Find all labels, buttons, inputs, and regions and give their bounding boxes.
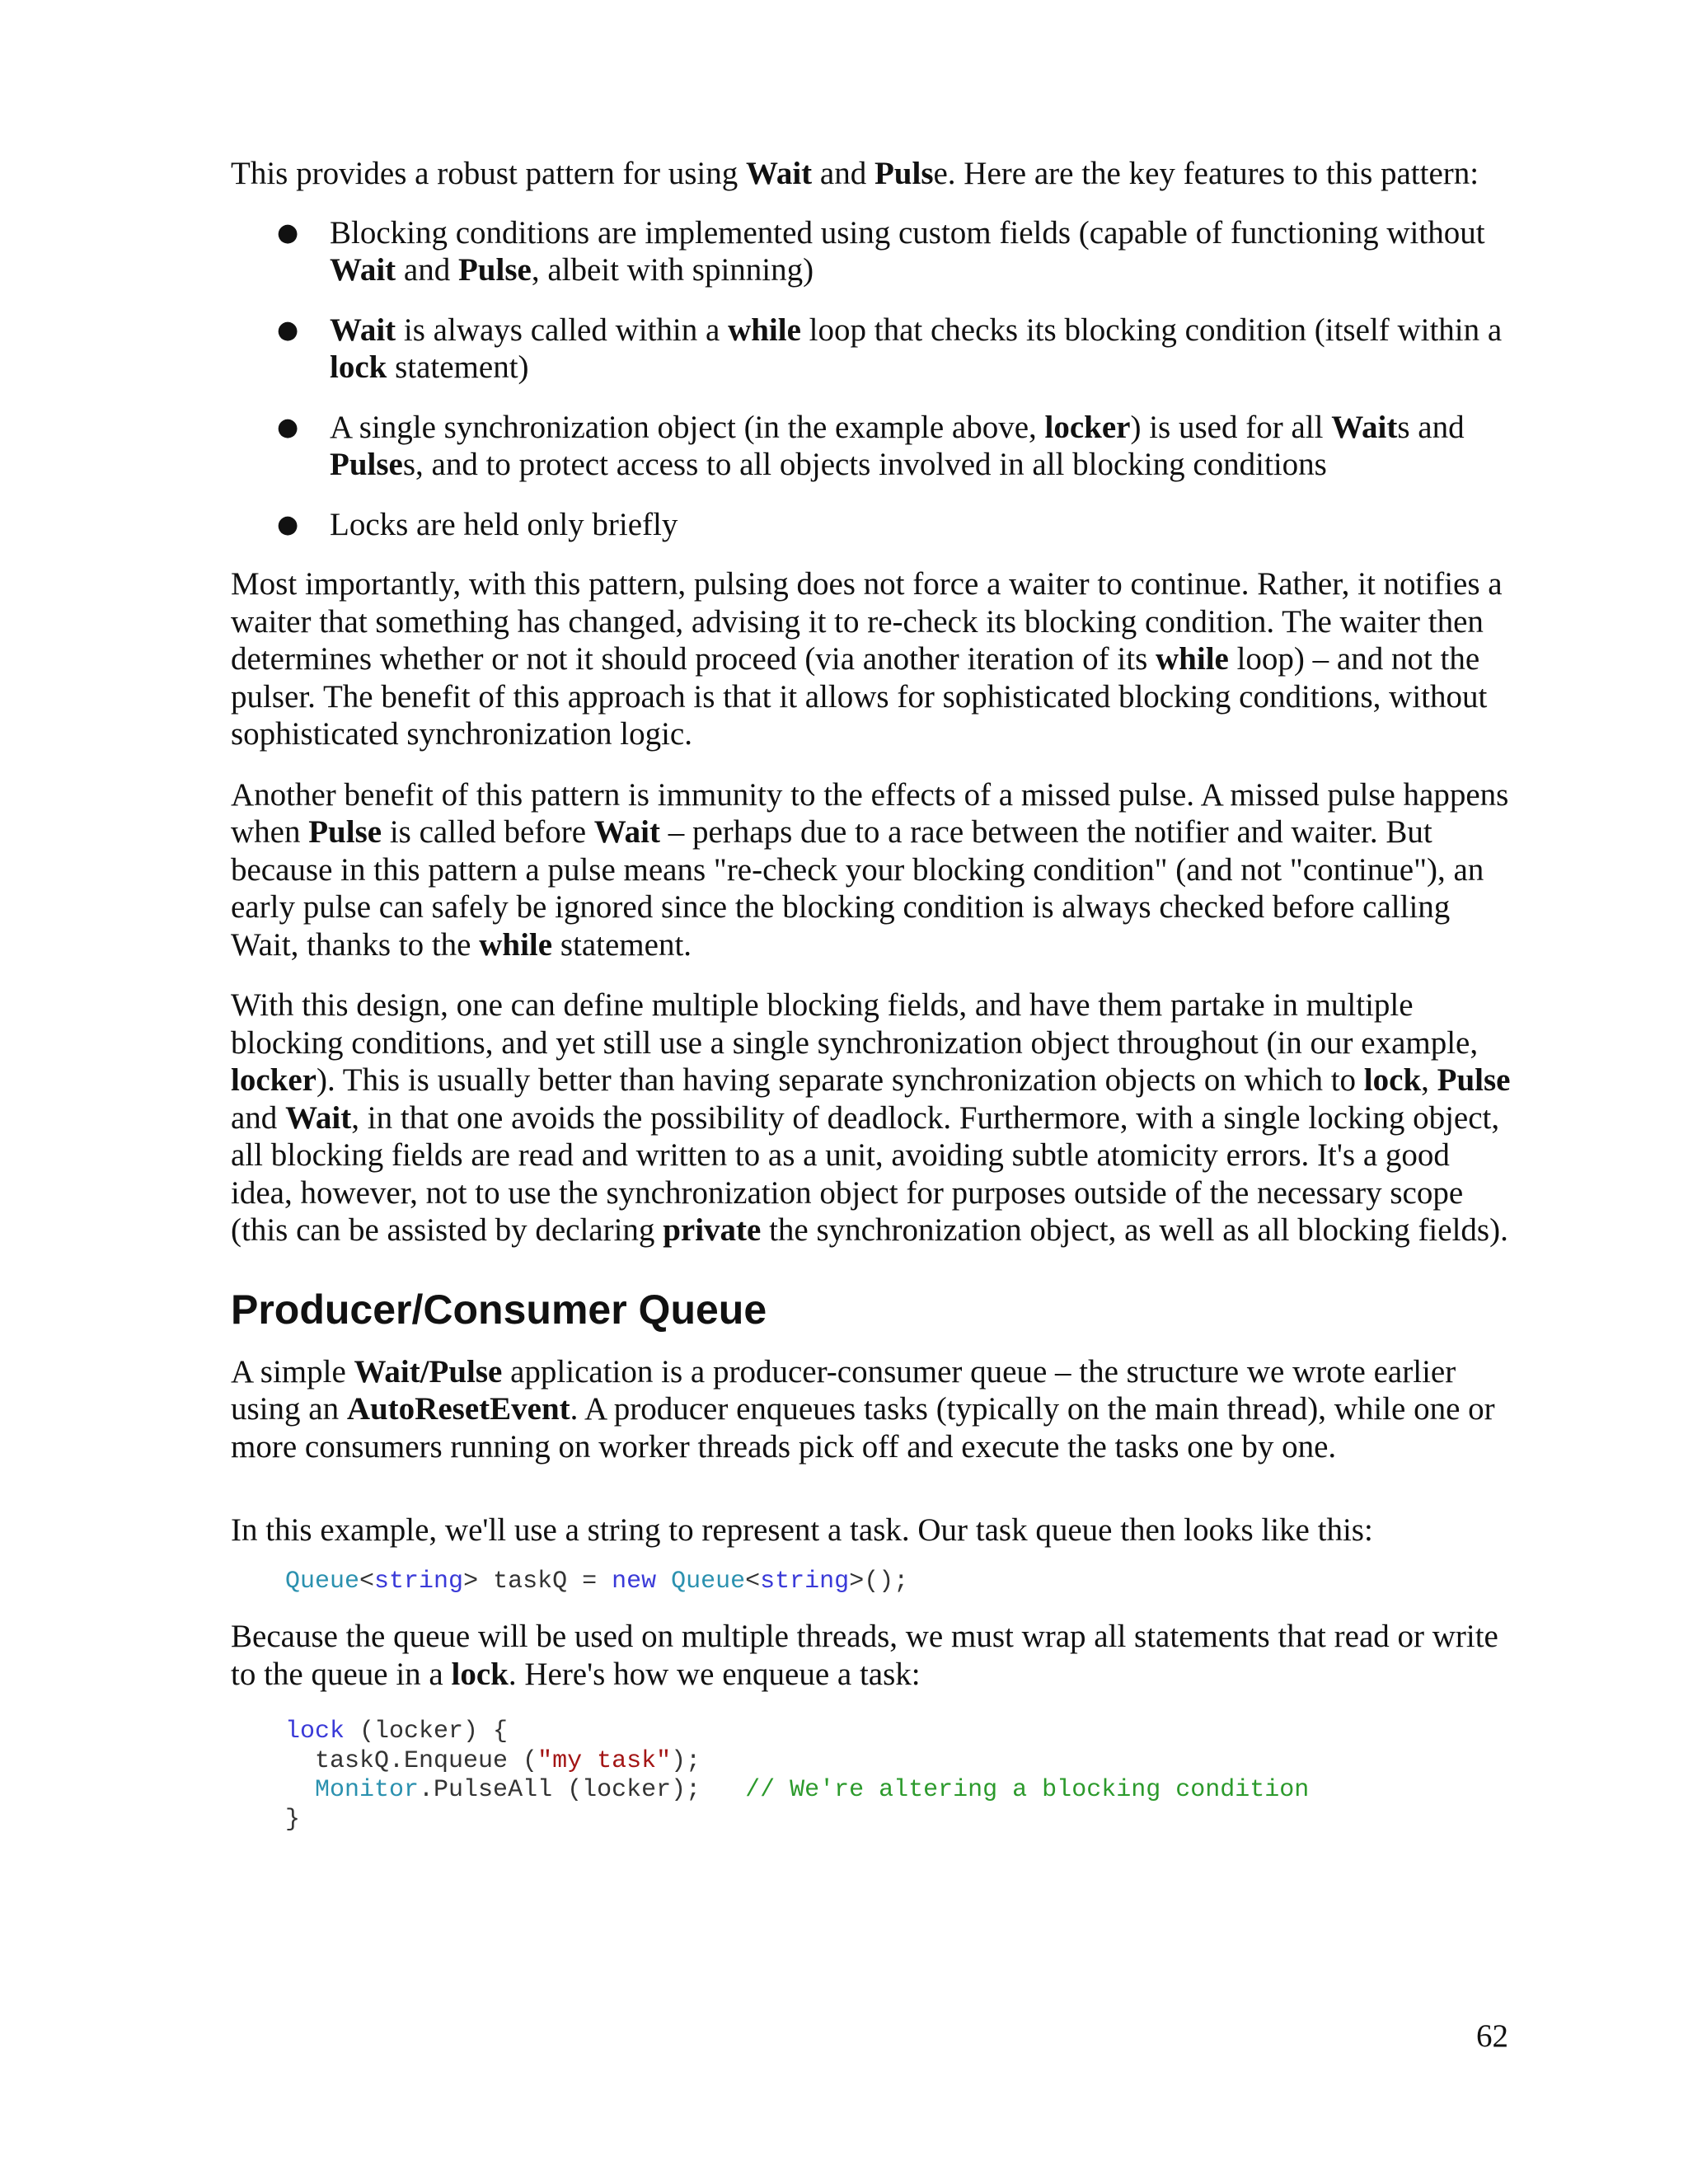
para-bold: private bbox=[663, 1212, 762, 1248]
list-text: and bbox=[396, 252, 458, 288]
intro-text: e. Here are the key features to this pattern: bbox=[933, 156, 1479, 191]
para-bold: while bbox=[1156, 641, 1229, 677]
para-text: statement. bbox=[552, 926, 692, 963]
para-bold: Pulse bbox=[429, 1353, 503, 1390]
code-block-enqueue bbox=[285, 1718, 1517, 1835]
list-text: s, and to protect access to all objects involved in all blocking conditions bbox=[402, 447, 1327, 482]
list-bold: locker bbox=[1044, 409, 1131, 445]
para-text: and bbox=[231, 1099, 286, 1136]
intro-wait: Wait bbox=[745, 156, 813, 191]
para-bold: Wait bbox=[285, 1099, 352, 1136]
code-string: "my task" bbox=[537, 1746, 672, 1775]
para-text: Because the queue will be used on multiple threads, we must wrap all statements that read or write to the queue in a bbox=[231, 1619, 1498, 1692]
code-type: Monitor bbox=[315, 1776, 420, 1804]
code-block-queue bbox=[285, 1568, 1517, 1597]
code-text: taskQ.Enqueue ( bbox=[285, 1746, 538, 1775]
intro-paragraph bbox=[231, 155, 1517, 193]
para-text: ). This is usually better than having separate synchronization objects on which to bbox=[316, 1062, 1364, 1098]
para-bold: locker bbox=[231, 1062, 316, 1098]
paragraph-design bbox=[231, 987, 1517, 1249]
code-text: (locker) { bbox=[345, 1718, 509, 1746]
code-text bbox=[656, 1568, 671, 1596]
para-text: is called before bbox=[382, 814, 594, 850]
para-bold: / bbox=[420, 1353, 429, 1390]
code-punct: < bbox=[359, 1567, 375, 1596]
list-item bbox=[231, 312, 1517, 387]
code-keyword: string bbox=[760, 1567, 850, 1596]
key-features-list bbox=[231, 214, 1517, 544]
intro-pulse: Puls bbox=[874, 156, 934, 191]
para-text: the synchronization object, as well as all blocking fields). bbox=[761, 1212, 1508, 1248]
document-page bbox=[231, 155, 1517, 1835]
para-bold: Pulse bbox=[308, 814, 382, 850]
list-item bbox=[231, 409, 1517, 484]
bullet-icon: ● bbox=[277, 218, 299, 247]
code-text: taskQ = bbox=[478, 1567, 612, 1596]
para-bold: Pulse bbox=[1437, 1062, 1511, 1098]
code-keyword: string bbox=[374, 1567, 464, 1596]
paragraph-producer-consumer bbox=[231, 1353, 1517, 1466]
code-punct: > bbox=[463, 1567, 479, 1596]
para-text: A simple bbox=[231, 1353, 354, 1390]
list-text: statement) bbox=[387, 349, 529, 385]
list-bold: Wait bbox=[1331, 409, 1398, 445]
list-text: Blocking conditions are implemented using custom fields (capable of functioning without bbox=[330, 214, 1485, 251]
para-text: With this design, one can define multiple blocking fields, and have them partake in multiple blocking conditions, and yet still use a single synchronization object throughout (in our example, bbox=[231, 987, 1479, 1061]
para-text: – perhaps due to a race between the notifier and waiter. But because in this pattern a pulse means "re-check your blocking condition" (and not "continue"), an early pulse can safely be ignored since the blocking condition is always checked before calling Wait, thanks to the bbox=[231, 814, 1484, 963]
paragraph-missed-pulse bbox=[231, 776, 1517, 964]
para-text: . Here's how we enqueue a task: bbox=[508, 1656, 921, 1692]
para-bold: lock bbox=[451, 1656, 509, 1692]
list-item bbox=[231, 506, 1517, 544]
list-bold: Pulse bbox=[330, 447, 403, 482]
code-comment: // We're altering a blocking condition bbox=[745, 1776, 1310, 1804]
para-text: , bbox=[1421, 1062, 1437, 1098]
code-text: (); bbox=[864, 1567, 909, 1596]
bullet-icon: ● bbox=[277, 412, 299, 442]
para-bold: Wait bbox=[593, 814, 660, 850]
paragraph-importance bbox=[231, 565, 1517, 753]
para-text: , in that one avoids the possibility of deadlock. Furthermore, with a single locking object, all blocking fields are read and written to as a unit, avoiding subtle atomicity errors. It's a good idea, however, not to use the synchronization object for purposes outside of the necessary scope (this can be assisted by declaring bbox=[231, 1099, 1500, 1248]
page-number: 62 bbox=[1476, 2018, 1508, 2054]
list-bold: Wait bbox=[330, 252, 396, 288]
list-text: loop that checks its blocking condition (itself within a bbox=[800, 312, 1503, 348]
list-text: Locks are held only briefly bbox=[330, 506, 678, 542]
para-text: application is a producer-consumer queue – the structure we wrote earlier using an bbox=[231, 1353, 1456, 1427]
code-keyword: new bbox=[612, 1567, 657, 1596]
para-bold: while bbox=[479, 926, 553, 963]
section-heading: Producer/Consumer Queue bbox=[231, 1286, 767, 1333]
code-text: } bbox=[285, 1805, 301, 1834]
para-text: Most importantly, with this pattern, pulsing does not force a waiter to continue. Rather, it notifies a waiter that something has changed, advising it to re-check its blocking condition. The waiter then determines whether or not it should proceed (via another iteration of its bbox=[231, 566, 1503, 677]
bullet-icon: ● bbox=[277, 315, 299, 344]
list-text: A single synchronization object (in the example above, bbox=[330, 409, 1045, 445]
paragraph-task-example: In this example, we'll use a string to represent a task. Our task queue then looks like this: bbox=[231, 1512, 1373, 1548]
list-bold: Pulse bbox=[457, 252, 532, 288]
para-bold: lock bbox=[1363, 1062, 1422, 1098]
intro-text: and bbox=[812, 156, 874, 191]
paragraph-enqueue bbox=[231, 1618, 1517, 1693]
code-text bbox=[285, 1776, 315, 1804]
list-item bbox=[231, 214, 1517, 289]
intro-text: This provides a robust pattern for using bbox=[231, 156, 746, 191]
code-type: Queue bbox=[671, 1567, 746, 1596]
para-bold: Wait bbox=[354, 1353, 420, 1390]
list-bold: Wait bbox=[330, 312, 396, 348]
code-text: .PulseAll (locker); bbox=[419, 1776, 746, 1804]
para-bold: AutoResetEvent bbox=[346, 1391, 570, 1427]
para-text: . A producer enqueues tasks (typically on the main thread), while one or more consumers running on worker threads pick off and execute the tasks one by one. bbox=[231, 1391, 1495, 1465]
list-text: s and bbox=[1397, 409, 1465, 445]
code-punct: > bbox=[849, 1567, 865, 1596]
list-text: , albeit with spinning) bbox=[531, 252, 814, 288]
code-type: Queue bbox=[285, 1567, 360, 1596]
code-text: ); bbox=[671, 1746, 701, 1775]
list-text: ) is used for all bbox=[1130, 409, 1332, 445]
list-bold: lock bbox=[330, 349, 387, 385]
para-text: loop) – and not the pulser. The benefit of this approach is that it allows for sophisticated blocking conditions, without sophisticated synchronization logic. bbox=[231, 641, 1488, 752]
list-text: is always called within a bbox=[396, 312, 729, 348]
code-keyword: lock bbox=[285, 1718, 345, 1746]
para-text: Another benefit of this pattern is immunity to the effects of a missed pulse. A missed pulse happens when bbox=[231, 776, 1509, 850]
list-bold: while bbox=[728, 312, 801, 348]
code-punct: < bbox=[745, 1567, 761, 1596]
bullet-icon: ● bbox=[277, 509, 299, 539]
